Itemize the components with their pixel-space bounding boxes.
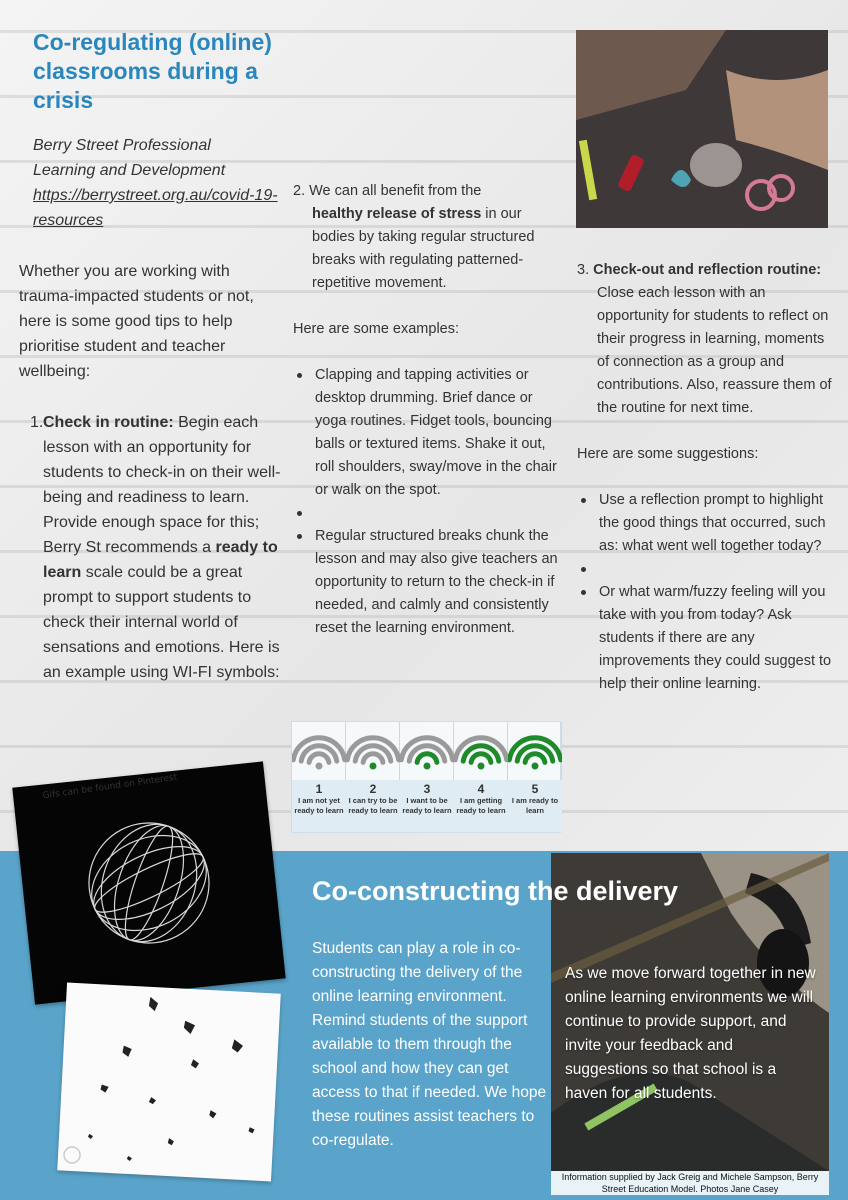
- photo-overlay-text: As we move forward together in new online learning environments we will continue to provide support, and invite your feedback and suggestions so that school is a haven for all students.: [565, 965, 816, 1102]
- tip-heading: Check in routine:: [43, 414, 174, 431]
- wifi-level-number: 5: [531, 782, 539, 796]
- examples-list: [293, 364, 561, 640]
- tip-text: [43, 410, 284, 685]
- examples-intro: Here are some examples:: [293, 321, 460, 337]
- wifi-level-caption: I am not yet ready to learn: [294, 796, 344, 815]
- tip3-heading-line: [577, 259, 832, 282]
- wifi-signal-icon: [292, 722, 346, 778]
- source-link[interactable]: https://berrystreet.org.au/covid-19-resources: [33, 187, 278, 229]
- wifi-scale-level: [346, 722, 400, 832]
- wifi-dot: [478, 763, 485, 770]
- list-item: Use a reflection prompt to highlight the good things that occurred, such as: what went well together today?: [577, 489, 832, 558]
- source-org-line2: Learning and Development: [33, 162, 226, 179]
- butterflies-illustration: [57, 983, 281, 1182]
- list-item: Or what warm/fuzzy feeling will you take with you from today? Ask students if there are any improvements they could suggest to help their online learning.: [577, 581, 832, 696]
- wifi-dot: [532, 763, 539, 770]
- wifi-level-caption: I can try to be ready to learn: [348, 796, 398, 815]
- tip-check-in: [22, 410, 284, 685]
- delivery-title: Co-constructing the delivery: [312, 876, 679, 906]
- list-item: Regular structured breaks chunk the lesson and may also give teachers an opportunity to return to the check-in if needed, and calmly and consistently reset the learning environment.: [293, 525, 561, 640]
- page-title: Co-regulating (online) classrooms during a crisis: [33, 29, 272, 113]
- wifi-level-caption: I am getting ready to learn: [456, 796, 506, 815]
- tip-number: 1.: [30, 414, 44, 431]
- suggestions-list: [577, 489, 832, 696]
- wifi-signal-icon: [454, 722, 508, 778]
- wifi-arc: [471, 754, 491, 763]
- fidget-photo-illustration: [576, 30, 828, 228]
- list-item: Clapping and tapping activities or desktop drumming. Brief dance or yoga routines. Fidget tools, bouncing balls or textured items. Shake it out, roll shoulders, sway/move in the chair or walk on the spot.: [293, 364, 561, 502]
- tip3-text: Close each lesson with an opportunity for students to reflect on their progress in learning, moments of connection as a group and contributions. Also, reassure them of the routine for next time.: [597, 285, 832, 416]
- intro-paragraph: Whether you are working with trauma-impacted students or not, here is some good tips to help prioritise student and teacher wellbeing:: [19, 263, 254, 380]
- wifi-arc: [417, 754, 437, 763]
- wifi-scale-level: [292, 722, 346, 832]
- ready-to-learn-wifi-scale: [291, 721, 561, 833]
- wifi-signal-icon: [400, 722, 454, 778]
- tip-stress-rest: in our bodies by taking regular structured breaks with regulating patterned-repetitive movement.: [312, 206, 535, 291]
- tip-check-out: [577, 259, 832, 696]
- wifi-scale-level: [454, 722, 508, 832]
- wifi-dot: [316, 763, 323, 770]
- tip-stress-lead: 2. We can all benefit from the: [293, 183, 482, 199]
- wifi-signal-icon: [508, 722, 562, 778]
- tip-body-b: scale could be a great prompt to support students to check their internal world of sensations and emotions. Here is an example using WI-FI symbols:: [43, 564, 280, 681]
- delivery-text: Students can play a role in co-constructing the delivery of the online learning environment. Remind students of the support available to them through the school and how they can get access to that if needed. We hope these routines assist teachers to co-regulate.: [312, 940, 547, 1149]
- tip-heading: Check-out and reflection routine:: [593, 262, 822, 278]
- fidget-tools-photo: [576, 30, 828, 228]
- wifi-arc: [363, 754, 383, 763]
- wifi-level-caption: I want to be ready to learn: [402, 796, 452, 815]
- tip-stress-body: [293, 203, 561, 295]
- tip-number: 3.: [577, 262, 590, 278]
- suggestions-intro: Here are some suggestions:: [577, 446, 759, 462]
- wifi-level-number: 3: [423, 782, 431, 796]
- tip-stress-paragraph: [293, 180, 561, 295]
- wifi-level-number: 4: [477, 782, 485, 796]
- wifi-dot: [424, 763, 431, 770]
- wifi-scale-level: [400, 722, 454, 832]
- wifi-level-number: 2: [369, 782, 377, 796]
- wifi-dot: [370, 763, 377, 770]
- source-block: [33, 133, 283, 233]
- source-org-line1: Berry Street Professional: [33, 137, 211, 154]
- tip-stress-release: [293, 180, 561, 640]
- tip-body-a: Begin each lesson with an opportunity for students to check-in on their well-being and readiness to learn. Provide enough space for this; Berry St recommends a: [43, 414, 281, 556]
- wifi-scale-level: [508, 722, 562, 832]
- wifi-signal-icon: [346, 722, 400, 778]
- credit-note: Information supplied by Jack Greig and Michele Sampson, Berry Street Education Model. Photos Jane Casey: [551, 1171, 829, 1195]
- wifi-level-number: 1: [315, 782, 323, 796]
- tip-stress-bold: healthy release of stress: [312, 206, 482, 222]
- butterflies-gif: [57, 983, 281, 1182]
- tip-bold-term: ready to learn: [43, 539, 278, 581]
- wifi-arc: [309, 754, 329, 763]
- wifi-arc: [525, 754, 545, 763]
- gif-source-note: Gifs can be found on Pinterest: [41, 772, 178, 802]
- wifi-level-caption: I am ready to learn: [511, 796, 559, 815]
